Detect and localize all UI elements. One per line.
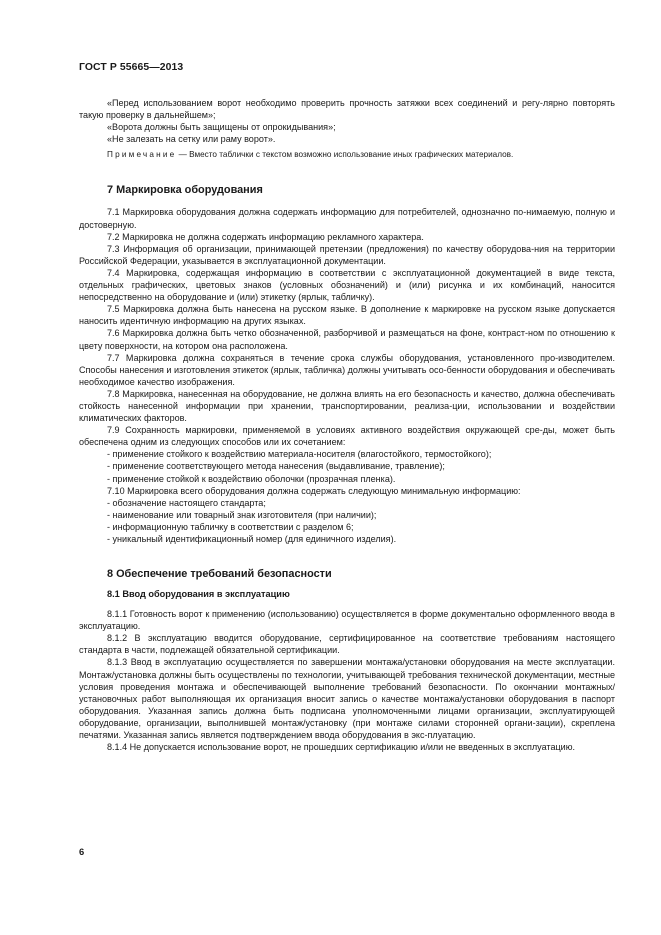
intro-quote-2: «Ворота должны быть защищены от опрокидывания»; (107, 122, 336, 133)
para-8-1-3: 8.1.3 Ввод в эксплуатацию осуществляется по завершении монтажа/установки оборудования на месте эксплуатации. Монтаж/установка должны быть осуществлены по технологии, учитывающей требования технической документации, местные условия проведения монтажа и обеспечивающей выполнение требований безопасности. По окончании монтажных/установочных работ выполняющая их организация вносит запись о качестве монтажа/установки оборудования в паспорт оборудования. Указанная запись должна быть подписана уполномоченными лицами организации, эксплуатирующей оборудование, организации, выполнившей монтаж/установку (при монтаже силами сторонней органи-зации), скреплена печатями. Указанная запись является подтверждением ввода оборудования в экс-плуатацию. (79, 657, 615, 741)
para-7-9: 7.9 Сохранность маркировки, применяемой в условиях активного воздействия окружающей сре-ды, может быть обеспечена одним из следующих способов или их сочетанием: (79, 425, 615, 448)
note-label: Примечание (107, 150, 177, 160)
para-8-1-1: 8.1.1 Готовность ворот к применению (использованию) осуществляется в форме документально оформленного ввода в эксплуатацию. (79, 609, 615, 632)
subsection-8-1-title: 8.1 Ввод оборудования в эксплуатацию (107, 589, 290, 600)
list-item-7-10-3: - информационную табличку в соответствии с разделом 6; (107, 521, 354, 532)
intro-quote-3: «Не залезать на сетку или раму ворот». (107, 134, 276, 145)
para-7-7: 7.7 Маркировка должна сохраняться в течение срока службы оборудования, установленного про-изводителем. Способы нанесения и изготовления этикеток (ярлык, табличка) должны учитывать осо-бенности оборудования и обеспечивать необходимое качество изображения. (79, 352, 615, 387)
para-7-10: 7.10 Маркировка всего оборудования должна содержать следующую минимальную информацию: (107, 485, 521, 496)
para-7-8: 7.8 Маркировка, нанесенная на оборудование, не должна влиять на его безопасность и качество, должна обеспечивать стойкость нанесенной информации при хранении, транспортировании, реализа-ции, использовании и воздействии климатических факторов. (79, 388, 615, 424)
para-7-2: 7.2 Маркировка не должна содержать информацию рекламного характера. (107, 231, 424, 242)
para-7-4: 7.4 Маркировка, содержащая информацию в соответствии с эксплуатационной документацией в виде текста, отдельных графических, цветовых знаков (условных обозначений) и (или) рисунка и их комбинаций, наносится непосредственно на оборудование и (или) этикетку (ярлык, табличку). (79, 267, 615, 303)
para-7-6: 7.6 Маркировка должна быть четко обозначенной, разборчивой и размещаться на фоне, контраст-ном по отношению к цвету поверхности, на котором она расположена. (79, 328, 615, 351)
list-item-7-10-2: - наименование или товарный знак изготовителя (при наличии); (107, 509, 377, 520)
page-content (79, 97, 615, 753)
note-text: — Вместо таблички с текстом возможно использование иных графических материалов. (176, 150, 514, 160)
para-8-1-2: 8.1.2 В эксплуатацию вводится оборудование, сертифицированное на соответствие требованиям настоящего стандарта в части, подлежащей обязательной сертификации. (79, 633, 615, 656)
standard-header: ГОСТ Р 55665—2013 (79, 62, 184, 73)
para-7-5: 7.5 Маркировка должна быть нанесена на русском языке. В дополнение к маркировке на русском языке допускается наносить идентичную информацию на других языках. (79, 304, 615, 327)
para-7-3: 7.3 Информация об организации, принимающей претензии (предложения) по качеству оборудова-ния на территории Российской Федерации, указывается в эксплуатационной документации. (79, 243, 615, 266)
page-number: 6 (79, 846, 85, 857)
section-7-title: 7 Маркировка оборудования (107, 184, 263, 197)
list-item-7-10-4: - уникальный идентификационный номер (для единичного изделия). (107, 534, 397, 544)
list-item-7-9-2: - применение соответствующего метода нанесения (выдавливание, травление); (107, 461, 445, 472)
list-item-7-9-3: - применение стойкой к воздействию оболочки (прозрачная пленка). (107, 473, 396, 484)
section-8-title: 8 Обеспечение требований безопасности (107, 568, 332, 581)
para-7-1: 7.1 Маркировка оборудования должна содержать информацию для потребителей, однозначно по-нимаемую, полную и достоверную. (79, 207, 615, 230)
list-item-7-9-1: - применение стойкого к воздействию материала-носителя (влагостойкого, термостойкого); (107, 449, 492, 460)
note (79, 149, 615, 161)
intro-quote-1: «Перед использованием ворот необходимо проверить прочность затяжки всех соединений и регу-лярно повторять такую проверку в дальнейшем»; (79, 98, 615, 121)
list-item-7-10-1: - обозначение настоящего стандарта; (107, 497, 266, 508)
para-8-1-4: 8.1.4 Не допускается использование ворот, не прошедших сертификацию и/или не введенных в эксплуатацию. (107, 742, 576, 753)
